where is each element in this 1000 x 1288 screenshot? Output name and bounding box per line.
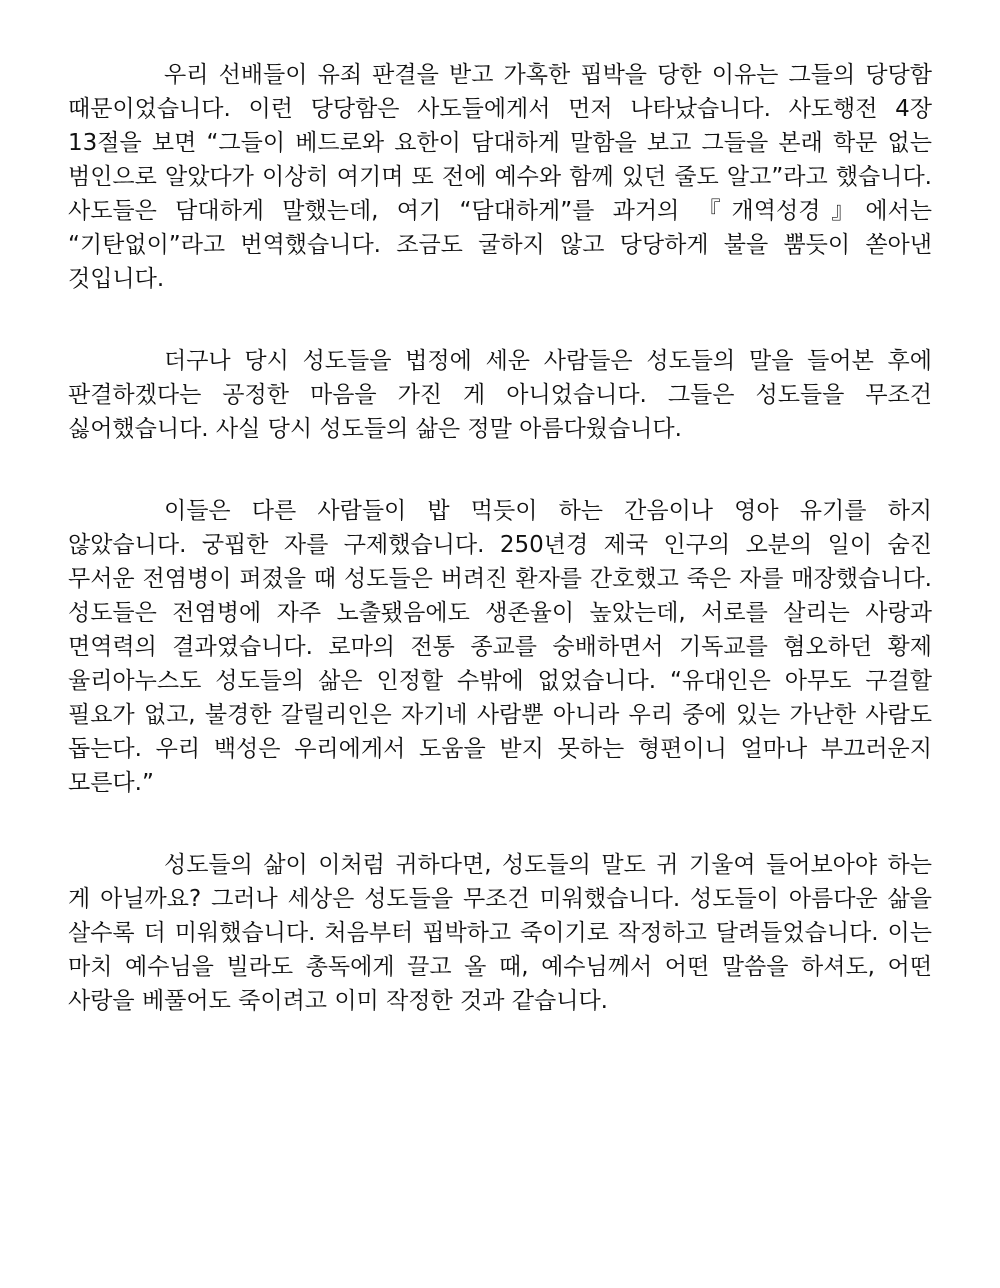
- document-page: [68, 58, 932, 1018]
- paragraph-saints-life: 이들은 다른 사람들이 밥 먹듯이 하는 간음이나 영아 유기를 하지 않았습니다. 궁핍한 자를 구제했습니다. 250년경 제국 인구의 오분의 일이 숨진 무서운 전염병이 퍼졌을 때 성도들은 버려진 환자를 간호했고 죽은 자를 매장했습니다. 성도들은 전염병에 자주 노출됐음에도 생존율이 높았는데, 서로를 살리는 사랑과 면역력의 결과였습니다. 로마의 전통 종교를 숭배하면서 기독교를 혐오하던 황제 율리아누스도 성도들의 삶은 인정할 수밖에 없었습니다. “유대인은 아무도 구걸할 필요가 없고, 불경한 갈릴리인은 자기네 사람뿐 아니라 우리 중에 있는 가난한 사람도 돕는다. 우리 백성은 우리에게서 도움을 받지 못하는 형편이니 얼마나 부끄러운지 모른다.”: [68, 498, 932, 796]
- paragraph-court-hatred: 더구나 당시 성도들을 법정에 세운 사람들은 성도들의 말을 들어본 후에 판결하겠다는 공정한 마음을 가진 게 아니었습니다. 그들은 성도들을 무조건 싫어했습니다. 사실 당시 성도들의 삶은 정말 아름다웠습니다.: [68, 348, 932, 442]
- paragraph-world-hatred: 성도들의 삶이 이처럼 귀하다면, 성도들의 말도 귀 기울여 들어보아야 하는 게 아닐까요? 그러나 세상은 성도들을 무조건 미워했습니다. 성도들이 아름다운 삶을 살수록 더 미워했습니다. 처음부터 핍박하고 죽이기로 작정하고 달려들었습니다. 이는 마치 예수님을 빌라도 총독에게 끌고 올 때, 예수님께서 어떤 말씀을 하셔도, 어떤 사랑을 베풀어도 죽이려고 이미 작정한 것과 같습니다.: [68, 852, 932, 1014]
- paragraph-persecution-boldness: 우리 선배들이 유죄 판결을 받고 가혹한 핍박을 당한 이유는 그들의 당당함 때문이었습니다. 이런 당당함은 사도들에게서 먼저 나타났습니다. 사도행전 4장 13절을 보면 “그들이 베드로와 요한이 담대하게 말함을 보고 그들을 본래 학문 없는 범인으로 알았다가 이상히 여기며 또 전에 예수와 함께 있던 줄도 알고”라고 했습니다. 사도들은 담대하게 말했는데, 여기 “담대하게”를 과거의 『개역성경』에서는 “기탄없이”라고 번역했습니다. 조금도 굴하지 않고 당당하게 불을 뿜듯이 쏟아낸 것입니다.: [68, 62, 932, 292]
